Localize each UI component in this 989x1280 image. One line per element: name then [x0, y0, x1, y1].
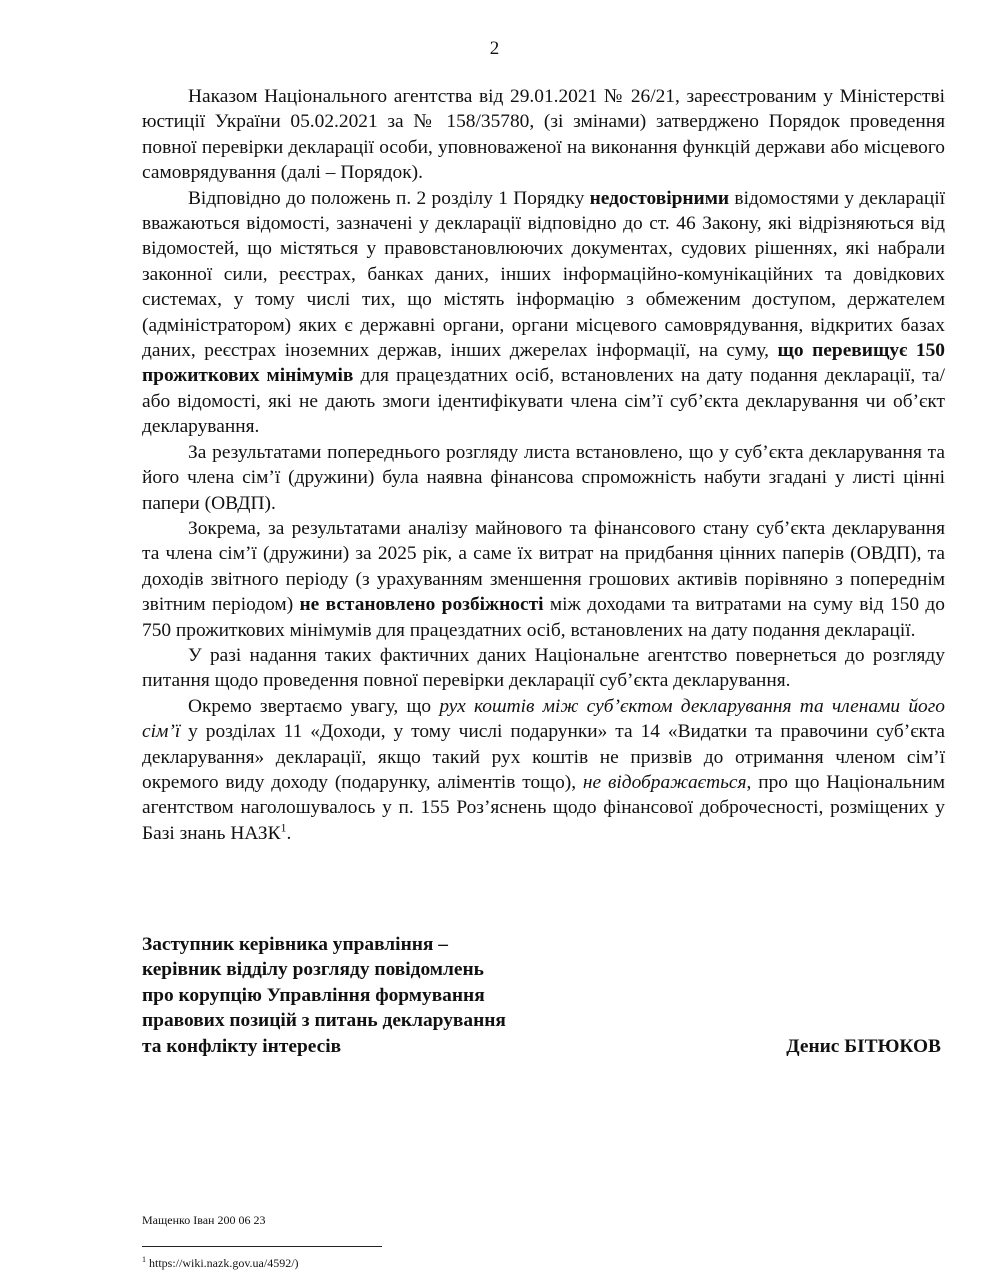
- text-run: .: [286, 822, 292, 844]
- text-run: Наказом Національного агентства від 29.01.2021 № 26/21, зареєстрованим у Міністерстві юстиції України 05.02.2021 за № 158/35780, (зі змінами) затверджено Порядок проведення повної перевірки декларації особи, уповноваженої на виконання функцій держави або місцевого самоврядування (далі – Порядок).: [142, 86, 945, 184]
- executor-note: Мащенко Іван 200 06 23: [142, 1213, 266, 1227]
- paragraph: [142, 643, 945, 694]
- italic-text: рух коштів між суб’єктом декларування та членами його сім’ї: [142, 695, 945, 743]
- bold-text: недостовірними: [589, 187, 730, 209]
- paragraph: [142, 186, 945, 440]
- bold-text: що перевищує 150 прожиткових мінімумів: [142, 340, 946, 387]
- text-run: Відповідно до положень п. 2 розділу 1 Порядку: [188, 187, 590, 209]
- paragraph: [142, 440, 945, 516]
- footnote-link[interactable]: https://wiki.nazk.gov.ua/4592/): [146, 1256, 299, 1270]
- text-run: Зокрема, за результатами аналізу майнового та фінансового стану суб’єкта декларування та члена сім’ї (дружини) за 2025 рік, а саме їх витрат на придбання цінних паперів (ОВДП), та доходів звітного періоду (з урахуванням зменшення грошових активів порівняно з попереднім звітним періодом): [142, 517, 945, 616]
- signatory-name: Денис БІТЮКОВ: [786, 1035, 941, 1057]
- text-run: За результатами попереднього розгляду листа встановлено, що у суб’єкта декларування та його члена сім’ї (дружини) була наявна фінансова спроможність набути згадані у листі цінні папери (ОВДП).: [142, 441, 945, 514]
- letter-body: [142, 84, 945, 846]
- footnote: [142, 1255, 299, 1271]
- text-run: У разі надання таких фактичних даних Національне агентство повернеться до розгляду питання щодо проведення повної перевірки декларації суб’єкта декларування.: [142, 644, 945, 692]
- text-run: між доходами та витратами на суму від 150 до 750 прожиткових мінімумів для працездатних осіб, встановлених на дату подання декларації.: [142, 594, 945, 641]
- page-number: 2: [489, 38, 500, 59]
- paragraph: [142, 84, 945, 186]
- text-run: , про що Національним агентством наголошувалось у п. 155 Роз’яснень щодо фінансової доброчесності, розміщених у Базі знань НАЗК: [142, 771, 945, 844]
- paragraph: [142, 516, 945, 643]
- text-run: Окремо звертаємо увагу, що: [188, 695, 440, 717]
- text-run: для працездатних осіб, встановлених на дату подання декларації, та/або відомості, які не дають змоги ідентифікувати члена сім’ї суб’єкта декларування чи об’єкт декларування.: [142, 365, 945, 438]
- footnote-reference: 1: [280, 820, 287, 835]
- text-run: у розділах 11 «Доходи, у тому числі подарунки» та 14 «Видатки та правочини суб’єкта декларування» декларації, якщо такий рух коштів не призвів до отримання членом сім’ї окремого виду доходу (подарунку, аліментів тощо),: [142, 721, 945, 793]
- signatory-position-line: Заступник керівника управління –: [142, 934, 448, 955]
- bold-text: не встановлено розбіжності: [299, 594, 544, 616]
- signatory-position-line: правових позицій з питань декларування: [142, 1010, 506, 1032]
- paragraph: [142, 694, 945, 846]
- signatory-position-line: керівник відділу розгляду повідомлень: [142, 959, 484, 981]
- signatory-position-line: про корупцію Управління формування: [142, 984, 485, 1006]
- footnote-marker: 1: [142, 1255, 146, 1264]
- text-run: відомостями у декларації вважаються відомості, зазначені у декларації відповідно до ст. 46 Закону, які відрізняються від відомостей, що містяться у правовстановлюючих документах, судових рішеннях, які набрали законної сили, реєстрах, банках даних, інших інформаційно-комунікаційних та довідкових системах, у тому числі тих, що містять інформацію з обмеженим доступом, держателем (адміністратором) яких є державні органи, органи місцевого самоврядування, відкритих базах даних, реєстрах іноземних держав, інших джерелах інформації, на суму,: [142, 187, 945, 362]
- signatory-position-line: та конфлікту інтересів: [142, 1035, 342, 1057]
- italic-text: не відображається: [582, 771, 747, 793]
- signature-block: [142, 932, 945, 1059]
- footnote-divider: [142, 1246, 382, 1247]
